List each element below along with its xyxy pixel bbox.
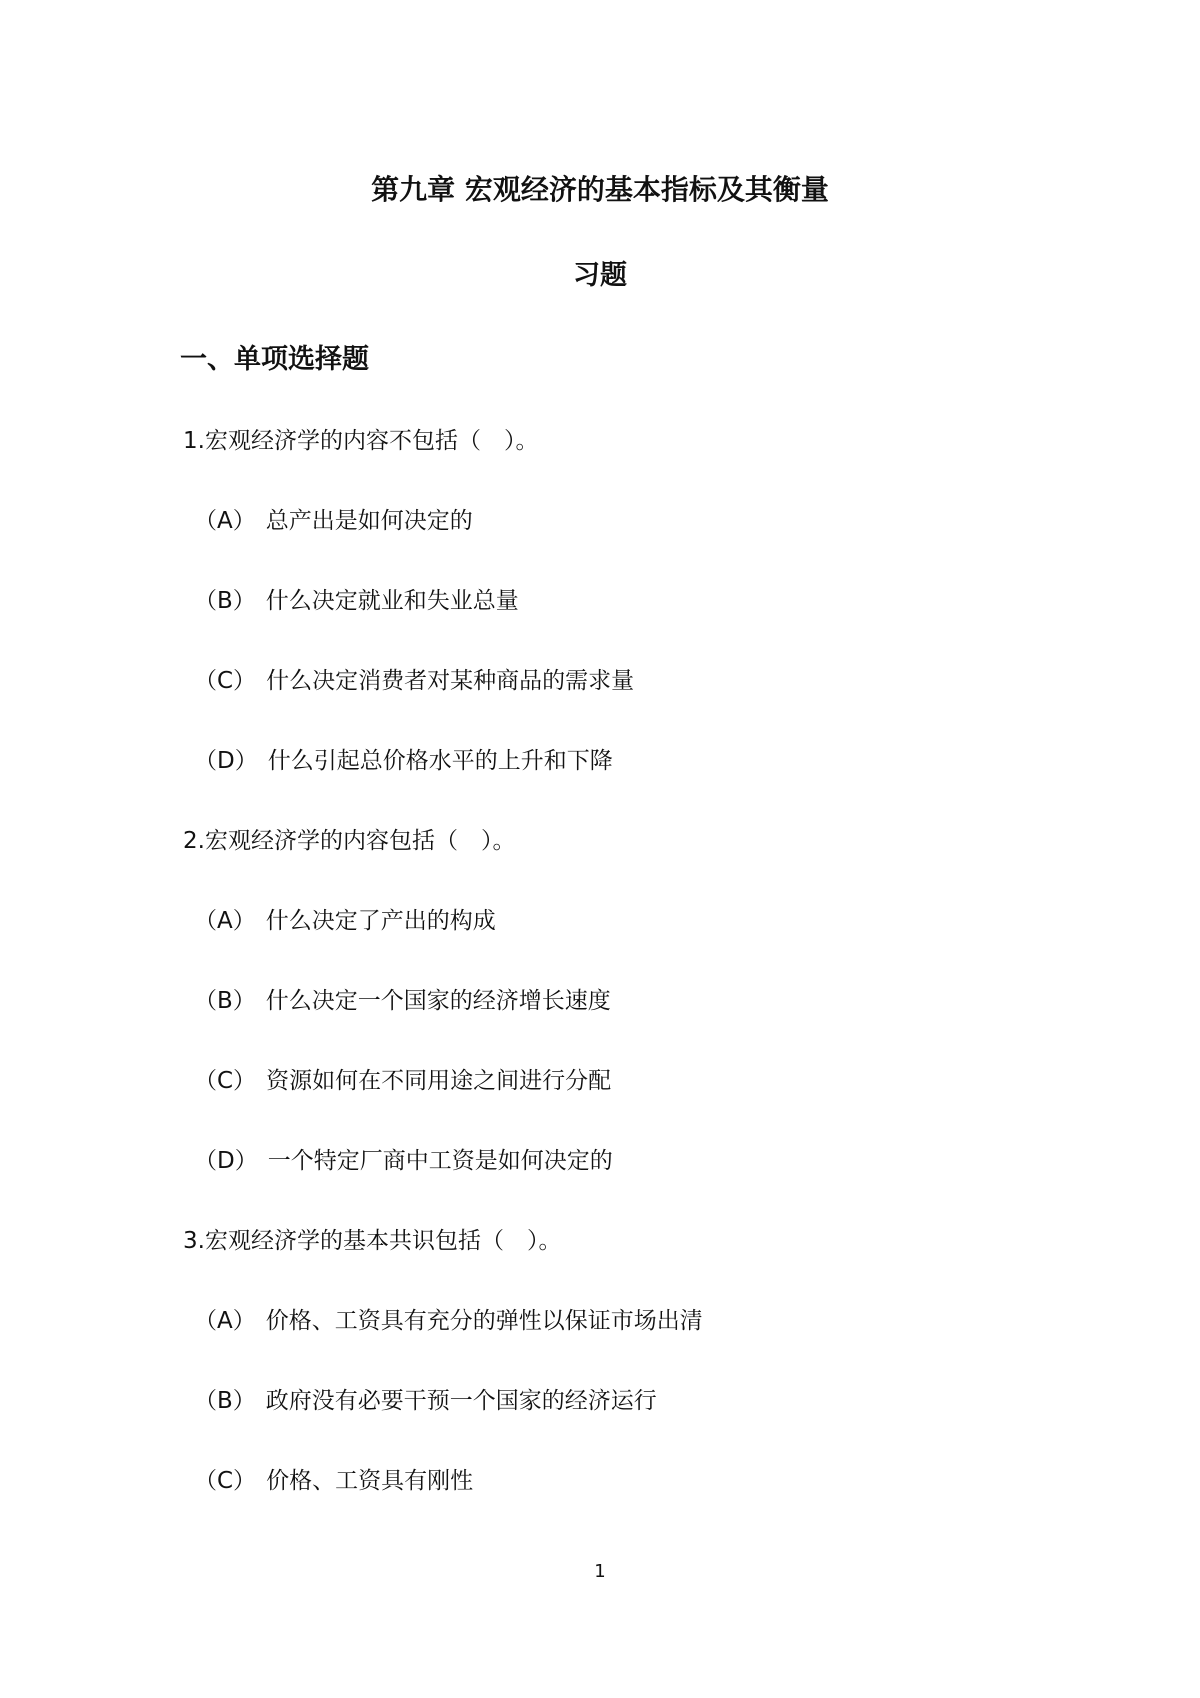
option-letter: （D）	[194, 748, 258, 774]
option-letter: （A）	[194, 1308, 256, 1334]
option-letter: （B）	[194, 988, 256, 1014]
section-heading: 一、单项选择题	[180, 344, 369, 375]
question-1-option-d	[194, 744, 613, 778]
question-3-text: 3.宏观经济学的基本共识包括（ ）。	[183, 1228, 562, 1254]
chapter-title: 第九章 宏观经济的基本指标及其衡量	[371, 173, 829, 206]
question-1-option-c	[194, 664, 634, 698]
option-text: 一个特定厂商中工资是如何决定的	[267, 1148, 613, 1174]
question-1-text: 1.宏观经济学的内容不包括（ ）。	[183, 428, 539, 454]
option-letter: （B）	[194, 1388, 256, 1414]
question-2-option-d	[194, 1144, 613, 1178]
question-3-option-c	[194, 1464, 473, 1498]
option-text: 什么决定消费者对某种商品的需求量	[266, 668, 635, 694]
question-3-option-a	[194, 1304, 703, 1338]
question-2-option-b	[194, 984, 611, 1018]
option-text: 什么决定一个国家的经济增长速度	[265, 988, 611, 1014]
option-letter: （A）	[194, 508, 256, 534]
option-letter: （C）	[194, 1068, 257, 1094]
option-letter: （D）	[194, 1148, 258, 1174]
option-text: 什么引起总价格水平的上升和下降	[267, 748, 613, 774]
question-3-option-b	[194, 1384, 657, 1418]
option-text: 价格、工资具有充分的弹性以保证市场出清	[265, 1308, 703, 1334]
option-text: 资源如何在不同用途之间进行分配	[266, 1068, 612, 1094]
option-text: 政府没有必要干预一个国家的经济运行	[265, 1388, 657, 1414]
option-letter: （B）	[194, 588, 256, 614]
option-text: 总产出是如何决定的	[265, 508, 473, 534]
question-1-option-b	[194, 584, 519, 618]
option-text: 什么决定了产出的构成	[265, 908, 496, 934]
question-1-option-a	[194, 504, 473, 538]
option-letter: （A）	[194, 908, 256, 934]
option-letter: （C）	[194, 668, 257, 694]
option-text: 价格、工资具有刚性	[266, 1468, 474, 1494]
question-2-text: 2.宏观经济学的内容包括（ ）。	[183, 828, 516, 854]
option-letter: （C）	[194, 1468, 257, 1494]
question-2-option-c	[194, 1064, 611, 1098]
option-text: 什么决定就业和失业总量	[265, 588, 519, 614]
exercises-subtitle: 习题	[573, 260, 627, 291]
question-2-option-a	[194, 904, 496, 938]
page-number: 1	[594, 1561, 606, 1582]
